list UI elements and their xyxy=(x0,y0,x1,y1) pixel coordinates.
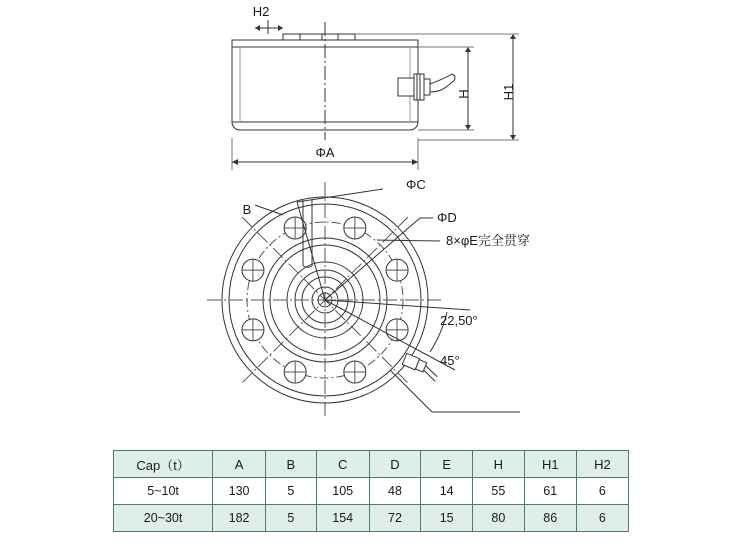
angle-ray-3 xyxy=(390,370,432,412)
header-h1: H1 xyxy=(524,451,576,478)
spec-table-head xyxy=(114,451,629,478)
bolt-hole xyxy=(344,361,366,383)
cell-h: 80 xyxy=(473,505,525,532)
bolt-hole xyxy=(284,361,306,383)
cell-e: 15 xyxy=(421,505,473,532)
header-h: H xyxy=(473,451,525,478)
table-row xyxy=(114,478,629,505)
label-phi-a: ΦA xyxy=(315,145,335,160)
side-cable-gland xyxy=(398,74,455,100)
bolt-hole xyxy=(242,259,264,281)
label-holes-note: 8×φE完全贯穿 xyxy=(446,233,530,248)
h-arrow-top xyxy=(465,47,471,52)
top-cable-gland xyxy=(402,353,439,381)
cell-h1: 86 xyxy=(524,505,576,532)
header-cap: Cap（t） xyxy=(114,451,213,478)
phia-arrow-right xyxy=(412,159,418,165)
side-view-group xyxy=(232,20,519,170)
header-h2: H2 xyxy=(576,451,628,478)
cell-a: 182 xyxy=(213,505,266,532)
label-h: H xyxy=(456,89,471,99)
label-h2: H2 xyxy=(252,4,270,19)
cell-e: 14 xyxy=(421,478,473,505)
cell-c: 154 xyxy=(316,505,369,532)
cell-cap: 5~10t xyxy=(114,478,213,505)
spec-table xyxy=(113,450,629,532)
h1-arrow-bottom xyxy=(510,135,516,140)
bolt-hole xyxy=(386,319,408,341)
header-b: B xyxy=(265,451,316,478)
label-b: B xyxy=(242,202,252,217)
header-c: C xyxy=(316,451,369,478)
header-d: D xyxy=(369,451,421,478)
label-phi-d: ΦD xyxy=(437,210,457,225)
cell-c: 105 xyxy=(316,478,369,505)
label-angle-2: 45° xyxy=(440,353,460,368)
cell-d: 72 xyxy=(369,505,421,532)
cell-b: 5 xyxy=(265,505,316,532)
cell-a: 130 xyxy=(213,478,266,505)
table-header-row xyxy=(114,451,629,478)
cell-d: 48 xyxy=(369,478,421,505)
h1-arrow-top xyxy=(510,34,516,39)
h2-arrow-right xyxy=(278,25,283,31)
side-top-boss xyxy=(283,34,355,40)
label-angle-1: 22,50° xyxy=(440,313,478,328)
bolt-hole xyxy=(386,259,408,281)
cell-h: 55 xyxy=(473,478,525,505)
bolt-hole xyxy=(344,217,366,239)
bolt-hole xyxy=(242,319,264,341)
spec-table-body xyxy=(114,478,629,532)
label-phi-c: ΦC xyxy=(406,177,426,192)
h2-arrow-left xyxy=(255,25,260,31)
header-a: A xyxy=(213,451,266,478)
cell-b: 5 xyxy=(265,478,316,505)
phia-arrow-left xyxy=(232,159,238,165)
cell-h1: 61 xyxy=(524,478,576,505)
table-row xyxy=(114,505,629,532)
header-e: E xyxy=(421,451,473,478)
cell-h2: 6 xyxy=(576,478,628,505)
cell-cap: 20~30t xyxy=(114,505,213,532)
cell-h2: 6 xyxy=(576,505,628,532)
h-arrow-bottom xyxy=(465,125,471,130)
label-h1: H1 xyxy=(501,83,516,101)
